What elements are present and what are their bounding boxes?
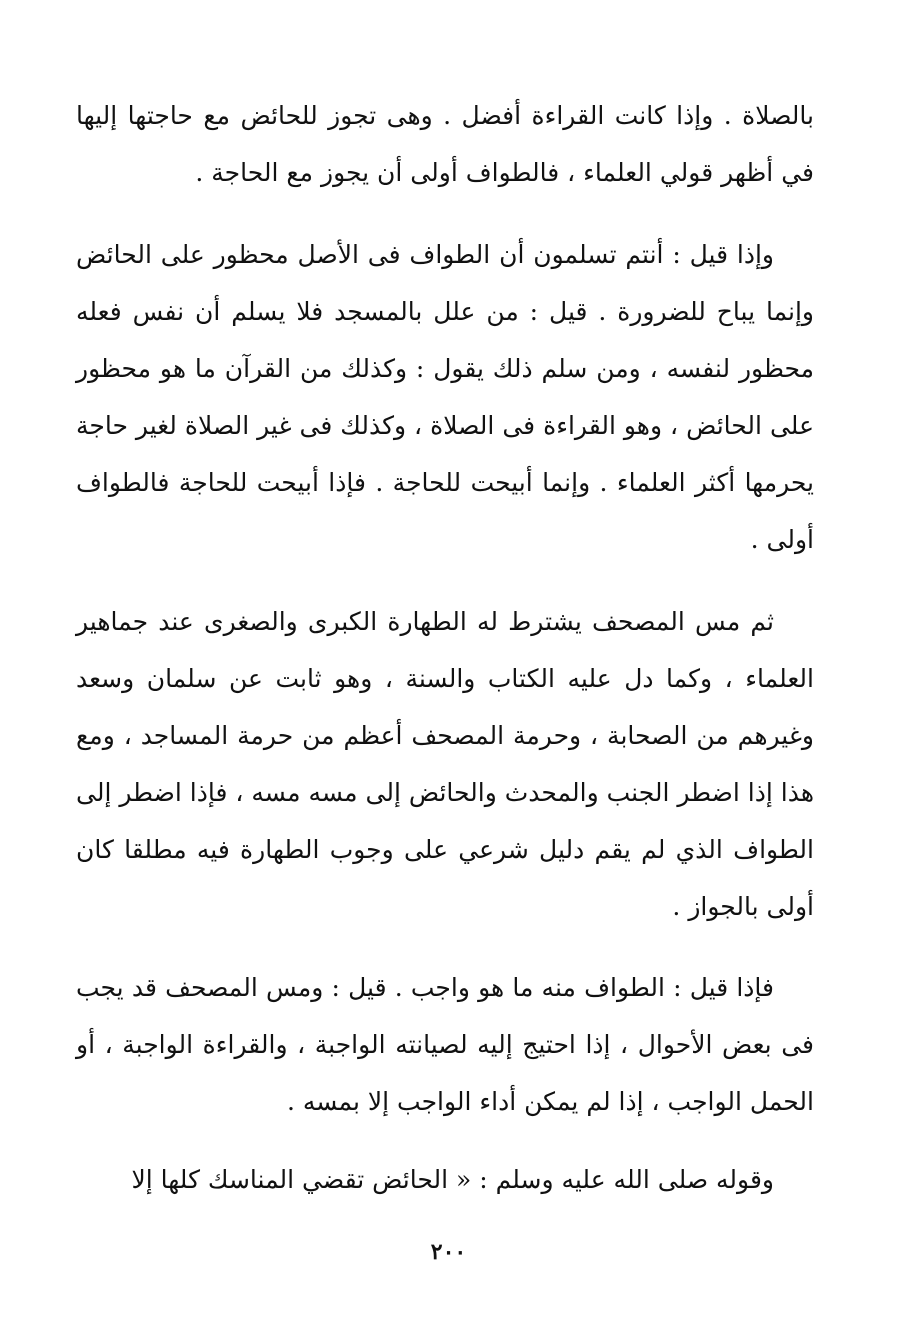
- paragraph-5: وقوله صلى الله عليه وسلم : « الحائض تقضي المناسك كلها إلا: [131, 1165, 774, 1194]
- paragraph-1: بالصلاة . وإذا كانت القراءة أفضل . وهى تجوز للحائض مع حاجتها إليها في أظهر قولي العلماء ، فالطواف أولى أن يجوز مع الحاجة .: [76, 101, 814, 187]
- page-number: ٢٠٠: [430, 1239, 467, 1265]
- paragraph-3: ثم مس المصحف يشترط له الطهارة الكبرى والصغرى عند جماهير العلماء ، وكما دل عليه الكتاب والسنة ، وهو ثابت عن سلمان وسعد وغيرهم من الصحابة ، وحرمة المصحف أعظم من حرمة المساجد ، ومع هذا إذا اضطر الجنب والمحدث والحائض إلى مسه مسه ، فإذا اضطر إلى الطواف الذي لم يقم دليل شرعي على وجوب الطهارة فيه مطلقا كان أولى بالجواز .: [76, 607, 814, 921]
- paragraph-4: فإذا قيل : الطواف منه ما هو واجب . قيل : ومس المصحف قد يجب فى بعض الأحوال ، إذا احتيج إليه لصيانته الواجبة ، والقراءة الواجبة ، أو الحمل الواجب ، إذا لم يمكن أداء الواجب إلا بمسه .: [76, 973, 814, 1116]
- paragraph-2: وإذا قيل : أنتم تسلمون أن الطواف فى الأصل محظور على الحائض وإنما يباح للضرورة . قيل : من علل بالمسجد فلا يسلم أن نفس فعله محظور لنفسه ، ومن سلم ذلك يقول : وكذلك من القرآن ما هو محظور على الحائض ، وهو القراءة فى الصلاة ، وكذلك فى غير الصلاة لغير حاجة يحرمها أكثر العلماء . وإنما أبيحت للحاجة . فإذا أبيحت للحاجة فالطواف أولى .: [76, 240, 814, 554]
